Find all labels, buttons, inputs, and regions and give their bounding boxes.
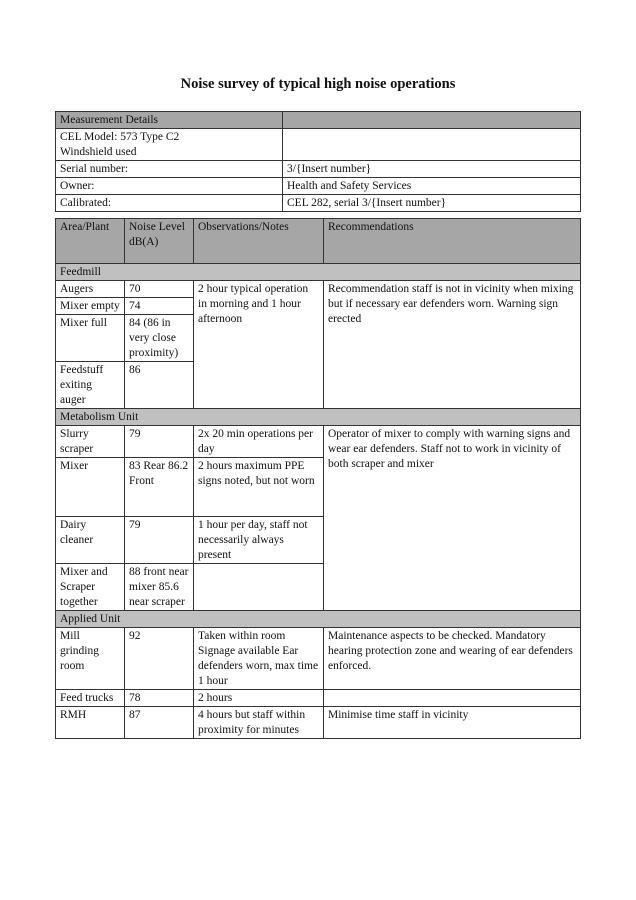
section-row-feedmill — [56, 264, 581, 281]
noise-survey-table — [55, 218, 581, 739]
recommendations-cell: Maintenance aspects to be checked. Mandatory hearing protection zone and wearing of ear defenders enforced. — [324, 628, 581, 690]
table-row — [56, 707, 581, 739]
area-cell: Feed trucks — [56, 690, 125, 707]
section-label: Metabolism Unit — [56, 409, 581, 426]
area-cell: Feedstuff exiting auger — [56, 362, 125, 409]
header-recommendations: Recommendations — [324, 219, 581, 264]
label-cell: Serial number: — [56, 161, 283, 178]
label-text: Windshield used — [60, 146, 137, 158]
table-row — [56, 195, 581, 212]
recommendations-cell: Minimise time staff in vicinity — [324, 707, 581, 739]
label-cell: Calibrated: — [56, 195, 283, 212]
observations-cell: 1 hour per day, staff not necessarily always present — [194, 517, 324, 564]
level-cell: 79 — [125, 426, 194, 458]
value-cell: Health and Safety Services — [283, 178, 581, 195]
area-cell: Mixer and Scraper together — [56, 564, 125, 611]
table-row — [56, 690, 581, 707]
observations-cell — [194, 564, 324, 611]
header-observations: Observations/Notes — [194, 219, 324, 264]
section-row-metabolism — [56, 409, 581, 426]
area-cell: Dairy cleaner — [56, 517, 125, 564]
level-cell: 70 — [125, 281, 194, 298]
table-header-row — [56, 219, 581, 264]
level-cell: 87 — [125, 707, 194, 739]
level-cell: 86 — [125, 362, 194, 409]
header-noise-level: Noise Level dB(A) — [125, 219, 194, 264]
area-cell: Mill grinding room — [56, 628, 125, 690]
level-cell: 84 (86 in very close proximity) — [125, 315, 194, 362]
area-cell: Augers — [56, 281, 125, 298]
area-cell: Mixer empty — [56, 298, 125, 315]
header-cell — [283, 112, 581, 129]
section-label: Feedmill — [56, 264, 581, 281]
section-row-applied — [56, 611, 581, 628]
header-area: Area/Plant — [56, 219, 125, 264]
value-cell — [283, 129, 581, 161]
level-cell: 79 — [125, 517, 194, 564]
table-row — [56, 178, 581, 195]
measurement-details-table — [55, 111, 581, 212]
level-cell: 92 — [125, 628, 194, 690]
recommendations-cell — [324, 690, 581, 707]
area-cell: Mixer — [56, 458, 125, 517]
observations-cell: 2 hour typical operation in morning and 1 hour afternoon — [194, 281, 324, 409]
area-cell: Slurry scraper — [56, 426, 125, 458]
observations-cell: 4 hours but staff within proximity for minutes — [194, 707, 324, 739]
table-row — [56, 161, 581, 178]
level-cell: 88 front near mixer 85.6 near scraper — [125, 564, 194, 611]
label-text: CEL Model: 573 Type C2 — [60, 131, 180, 143]
header-cell: Measurement Details — [56, 112, 283, 129]
area-cell: RMH — [56, 707, 125, 739]
section-label: Applied Unit — [56, 611, 581, 628]
recommendations-cell: Recommendation staff is not in vicinity when mixing but if necessary ear defenders worn. Warning sign erected — [324, 281, 581, 409]
observations-cell: Taken within room Signage available Ear defenders worn, max time 1 hour — [194, 628, 324, 690]
level-cell: 78 — [125, 690, 194, 707]
level-cell: 83 Rear 86.2 Front — [125, 458, 194, 517]
recommendations-cell: Operator of mixer to comply with warning signs and wear ear defenders. Staff not to work in vicinity of both scraper and mixer — [324, 426, 581, 611]
table-header-row — [56, 112, 581, 129]
level-cell: 74 — [125, 298, 194, 315]
observations-cell: 2x 20 min operations per day — [194, 426, 324, 458]
table-row — [56, 129, 581, 161]
table-row — [56, 281, 581, 298]
table-row — [56, 628, 581, 690]
observations-cell: 2 hours maximum PPE signs noted, but not worn — [194, 458, 324, 517]
label-cell: Owner: — [56, 178, 283, 195]
observations-cell: 2 hours — [194, 690, 324, 707]
table-row — [56, 426, 581, 458]
value-cell: CEL 282, serial 3/{Insert number} — [283, 195, 581, 212]
page-title: Noise survey of typical high noise operations — [180, 76, 456, 92]
area-cell: Mixer full — [56, 315, 125, 362]
label-cell — [56, 129, 283, 161]
value-cell: 3/{Insert number} — [283, 161, 581, 178]
